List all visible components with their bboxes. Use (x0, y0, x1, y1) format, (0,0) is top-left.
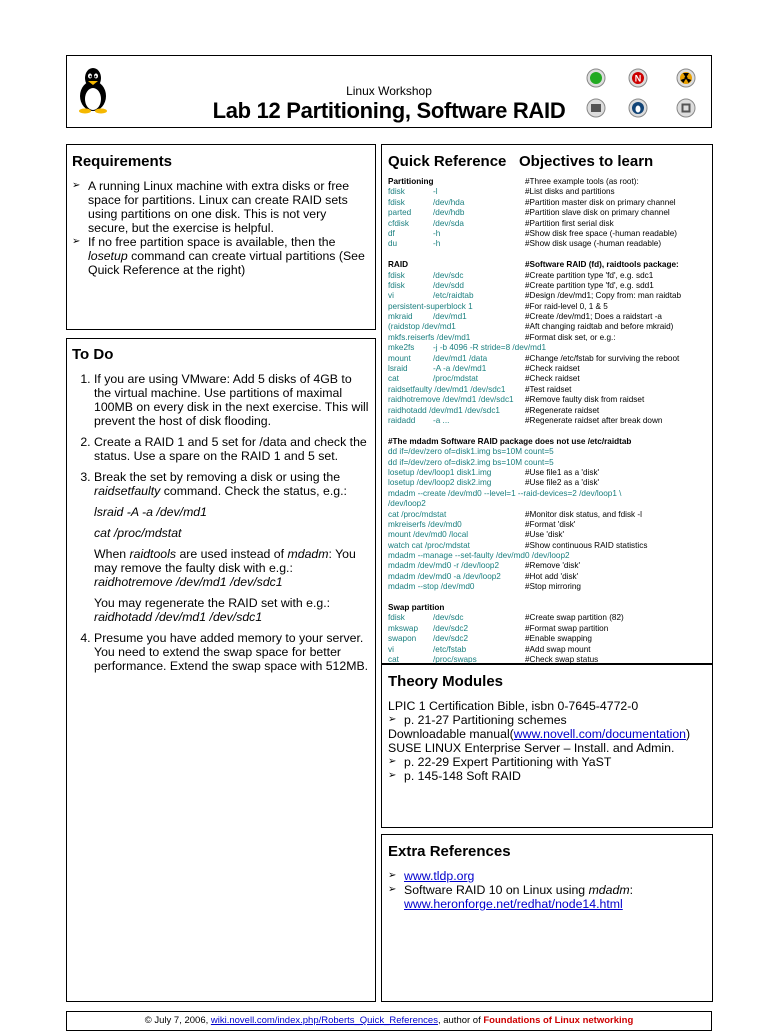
quick-ref-comment: #Use file2 as a 'disk' (525, 478, 600, 488)
quick-ref-command: mkraid (388, 312, 413, 322)
quick-ref-heading: Swap partition (388, 603, 445, 613)
quick-ref-command: mkswap (388, 623, 419, 633)
quick-ref-argument: /proc/swaps (433, 654, 477, 664)
quick-ref-argument: -j -b 4096 -R stride=8 /dev/md1 (433, 343, 547, 353)
quick-ref-command: fdisk (388, 613, 405, 623)
quick-ref-row (388, 624, 712, 634)
quick-ref-argument: /dev/sdd (433, 280, 464, 290)
quick-ref-argument: /proc/mdstat (433, 374, 479, 384)
quick-reference-section (381, 144, 713, 664)
quick-ref-note: #Three example tools (as root): (525, 177, 639, 186)
quick-ref-command: df (388, 228, 395, 238)
quick-ref-comment: #Show continuous RAID statistics (525, 540, 648, 550)
quick-ref-comment: #Check raidset (525, 364, 580, 374)
theory-bullet: ➢ p. 22-29 Expert Partitioning with YaST (388, 755, 706, 769)
requirements-title: Requirements (72, 153, 173, 170)
command-example: cat /proc/mdstat (94, 526, 182, 540)
cd-drive-icon (586, 98, 606, 118)
quick-ref-command: fdisk (388, 187, 405, 197)
quick-ref-comment: #Enable swapping (525, 634, 592, 644)
quick-ref-comment: #Use file1 as a 'disk' (525, 467, 600, 477)
quick-ref-comment: #Check raidset (525, 374, 580, 384)
quick-ref-row (388, 613, 712, 623)
quick-ref-row (388, 478, 712, 488)
book-title: Foundations of Linux networking (483, 1015, 634, 1026)
quick-ref-command: losetup /dev/loop1 disk1.img (388, 467, 492, 477)
quick-ref-comment: #Partition master disk on primary channel (525, 197, 676, 207)
quick-ref-row (388, 374, 712, 384)
quick-ref-command: fdisk (388, 197, 405, 207)
quick-ref-row (388, 208, 712, 218)
header (66, 55, 712, 128)
theory-bullet: ➢ p. 21-27 Partitioning schemes (388, 713, 706, 727)
quick-ref-heading: #The mdadm Software RAID package does not use /etc/raidtab (388, 436, 632, 446)
green-globe-icon (586, 68, 606, 88)
quick-ref-row (388, 582, 712, 592)
quick-ref-row (388, 302, 712, 312)
footer: © July 7, 2006, wiki.novell.com/index.php/Roberts_Quick_References, author of Foundations of Linux networking (66, 1011, 712, 1031)
quick-ref-comment: #Create partition type 'fd', e.g. sdc1 (525, 270, 654, 280)
quick-ref-row (388, 541, 712, 551)
quick-ref-row (388, 364, 712, 374)
quick-ref-row (388, 354, 712, 364)
quick-ref-row (388, 489, 712, 499)
radiation-icon (676, 68, 696, 88)
quick-reference-title: Quick Reference (388, 153, 507, 170)
quick-ref-command: mke2fs (388, 343, 415, 353)
requirement-item: ➢ A running Linux machine with extra disks or free space for partitions. Linux can create RAID sets using partitions on one disk. This is not very secure, but the exercise is helpful. (72, 179, 370, 235)
todo-item: 1. If you are using VMware: Add 5 disks of 4GB to the virtual machine. Use partitions of maximal 100MB on every disk in the next exercise. This will prevent the host of disk flooding. (94, 372, 370, 428)
theory-title: Theory Modules (388, 673, 504, 690)
quick-reference-content (388, 177, 712, 665)
quick-ref-command: cat /proc/mdstat (388, 509, 447, 519)
quick-ref-comment: #Regenerate raidset after break down (525, 415, 663, 425)
quick-ref-argument: -h (433, 228, 441, 238)
spacer (388, 426, 712, 436)
quick-ref-command: mount (388, 353, 411, 363)
quick-ref-command: mdadm /dev/md0 -a /dev/loop2 (388, 571, 501, 581)
quick-ref-row (388, 634, 712, 644)
quick-ref-command: fdisk (388, 280, 405, 290)
quick-ref-command: cat (388, 374, 399, 384)
extra-references-title: Extra References (388, 843, 511, 860)
quick-ref-command: mkfs.reiserfs /dev/md1 (388, 332, 471, 342)
quick-ref-comment: #Regenerate raidset (525, 405, 600, 415)
quick-ref-command: vi (388, 291, 394, 301)
quick-ref-command: (raidstop /dev/md1 (388, 322, 456, 332)
quick-ref-comment: #Remove faulty disk from raidset (525, 395, 645, 405)
quick-ref-row (388, 551, 712, 561)
regenerate-note: You may regenerate the RAID set with e.g.: raidhotadd /dev/md1 /dev/sdc1 (94, 596, 331, 624)
quick-ref-comment: #Use 'disk' (525, 530, 565, 540)
quick-ref-row (388, 395, 712, 405)
quick-ref-command: lsraid (388, 364, 408, 374)
quick-ref-heading-row (388, 603, 712, 613)
workshop-subtitle: Linux Workshop (346, 84, 432, 98)
quick-ref-comment: #Partition first serial disk (525, 218, 614, 228)
quick-ref-heading-row (388, 260, 712, 270)
quick-ref-row (388, 645, 712, 655)
quick-ref-command: persistent-superblock 1 (388, 301, 473, 311)
quick-ref-note: #Software RAID (fd), raidtools package: (525, 260, 679, 270)
quick-ref-command: raidsetfaulty /dev/md1 /dev/sdc1 (388, 384, 506, 394)
quick-ref-comment: #Format swap partition (525, 623, 609, 633)
quick-ref-comment: #Create partition type 'fd', e.g. sdd1 (525, 280, 654, 290)
penguin-icon (628, 98, 648, 118)
spacer (388, 593, 712, 603)
quick-ref-comment: #Create /dev/md1; Does a raidstart -a (525, 312, 662, 322)
quick-ref-row (388, 187, 712, 197)
quick-ref-heading: Partitioning (388, 177, 434, 186)
quick-ref-command: swapon (388, 634, 417, 644)
quick-ref-command: losetup /dev/loop2 disk2.img (388, 478, 492, 488)
quick-ref-command: cfdisk (388, 218, 409, 228)
quick-ref-command: dd if=/dev/zero of=disk2.img bs=10M count=5 (388, 457, 554, 467)
quick-ref-comment: #Format 'disk' (525, 519, 576, 529)
quick-ref-row (388, 530, 712, 540)
quick-ref-row (388, 416, 712, 426)
quick-ref-heading: RAID (388, 260, 409, 270)
theory-line: SUSE LINUX Enterprise Server – Install. and Admin. (388, 741, 675, 755)
quick-ref-row (388, 385, 712, 395)
quick-ref-row (388, 447, 712, 457)
quick-ref-command: mdadm --stop /dev/md0 (388, 582, 475, 592)
quick-ref-comment: #Remove 'disk' (525, 561, 581, 571)
todo-title: To Do (72, 346, 114, 363)
todo-item: 3. Break the set by removing a disk or using the raidsetfaulty command. Check the status, e.g.: lsraid -A -a /dev/md1 cat /proc/mdstat When raidtools are used instead of mdadm: You may remove the faulty disk with e.g.: raidhotremove /dev/md1 /dev/sdc1 You may regenerate the RAID set with e.g.: raidhotadd /dev/md1 /dev/sdc1 (94, 470, 370, 624)
quick-ref-row (388, 499, 712, 509)
quick-ref-command: /dev/loop2 (388, 499, 426, 509)
quick-ref-row (388, 229, 712, 239)
theory-line: Downloadable manual(www.novell.com/documentation) (388, 727, 691, 741)
quick-ref-row (388, 572, 712, 582)
quick-ref-comment: #Hot add 'disk' (525, 571, 579, 581)
quick-ref-command: fdisk (388, 270, 405, 280)
novell-n-icon (628, 68, 648, 88)
quick-ref-row (388, 271, 712, 281)
quick-ref-comment: #Stop mirroring (525, 582, 581, 592)
quick-ref-row (388, 291, 712, 301)
quick-ref-command: du (388, 239, 398, 249)
quick-ref-command: raidadd (388, 415, 416, 425)
quick-ref-comment: #Change /etc/fstab for surviving the reboot (525, 353, 680, 363)
quick-ref-comment: #Show disk free space (-human readable) (525, 228, 678, 238)
quick-ref-command: dd if=/dev/zero of=disk1.img bs=10M count=5 (388, 447, 554, 457)
theory-bullet: ➢ p. 145-148 Soft RAID (388, 769, 706, 783)
quick-ref-command: cat (388, 654, 399, 664)
quick-ref-command: raidhotadd /dev/md1 /dev/sdc1 (388, 405, 500, 415)
quick-ref-row (388, 312, 712, 322)
todo-section (66, 338, 376, 1002)
quick-ref-command: mdadm --create /dev/md0 --level=1 --raid-devices=2 /dev/loop1 \ (388, 488, 622, 498)
quick-ref-row (388, 281, 712, 291)
extra-references-section (381, 834, 713, 1002)
quick-ref-row (388, 322, 712, 332)
quick-ref-argument: /etc/raidtab (433, 291, 474, 301)
novell-documentation-link[interactable]: www.novell.com/documentation (513, 727, 687, 741)
quick-ref-command: mdadm --manage --set-faulty /dev/md0 /dev/loop2 (388, 551, 570, 561)
spacer (388, 250, 712, 260)
quick-ref-comment: #Check swap status (525, 654, 599, 664)
quick-ref-command: mount /dev/md0 /local (388, 530, 469, 540)
quick-ref-command: mdadm /dev/md0 -r /dev/loop2 (388, 561, 500, 571)
theory-line: LPIC 1 Certification Bible, isbn 0-7645-4772-0 (388, 699, 639, 713)
raidtools-note: When raidtools are used instead of mdadm: You may remove the faulty disk with e.g.: raidhotremove /dev/md1 /dev/sdc1 (94, 547, 356, 589)
theory-section (381, 664, 713, 828)
quick-ref-row (388, 561, 712, 571)
quick-ref-argument: -h (433, 239, 441, 249)
quick-ref-row (388, 406, 712, 416)
quick-ref-heading-row (388, 177, 712, 187)
quick-ref-comment: #Create swap partition (82) (525, 613, 624, 623)
quick-ref-argument: /dev/md1 /data (433, 353, 488, 363)
quick-ref-comment: #Test raidset (525, 384, 572, 394)
quick-ref-comment: #List disks and partitions (525, 187, 615, 197)
svg-text:N: N (634, 73, 642, 84)
quick-ref-command: parted (388, 208, 412, 218)
quick-ref-argument: -l (433, 187, 438, 197)
quick-ref-command: mkreiserfs /dev/md0 (388, 519, 462, 529)
heronforge-link[interactable]: www.heronforge.net/redhat/node14.html (404, 897, 623, 911)
quick-references-link[interactable]: wiki.novell.com/index.php/Roberts_Quick_References (210, 1015, 438, 1026)
quick-ref-argument: -A -a /dev/md1 (433, 364, 487, 374)
quick-ref-row (388, 343, 712, 353)
quick-ref-comment: #Add swap mount (525, 644, 591, 654)
command-example: lsraid -A -a /dev/md1 (94, 505, 207, 519)
quick-ref-argument: /dev/hda (433, 197, 465, 207)
quick-ref-row (388, 468, 712, 478)
quick-ref-command: watch cat /proc/mdstat (388, 540, 470, 550)
requirement-item: ➢ If no free partition space is available, then the losetup command can create virtual partitions (See Quick Reference at the right) (72, 235, 370, 277)
quick-ref-argument: /dev/sdc2 (433, 623, 469, 633)
quick-ref-argument: /etc/fstab (433, 644, 467, 654)
todo-item: 4. Presume you have added memory to your server. You need to extend the swap space for better performance. Extend the swap space with 512MB. (94, 631, 370, 673)
quick-ref-comment: #Format disk set, or e.g.: (525, 332, 616, 342)
quick-ref-argument: /dev/sda (433, 218, 464, 228)
extra-reference-item (388, 869, 706, 883)
objectives-title: Objectives to learn (519, 153, 654, 170)
quick-ref-comment: #For raid-level 0, 1 & 5 (525, 301, 608, 311)
quick-ref-command: raidhotremove /dev/md1 /dev/sdc1 (388, 395, 514, 405)
todo-item: 2. Create a RAID 1 and 5 set for /data and check the status. Use a spare on the RAID 1 and 5 set. (94, 435, 370, 463)
quick-ref-comment: #Partition slave disk on primary channel (525, 208, 670, 218)
quick-ref-comment: #Monitor disk status, and fdisk -l (525, 509, 642, 519)
requirements-section (66, 144, 376, 330)
quick-ref-row (388, 333, 712, 343)
quick-ref-argument: /dev/sdc2 (433, 634, 469, 644)
quick-ref-row (388, 239, 712, 249)
quick-ref-row (388, 219, 712, 229)
quick-ref-argument: /dev/sdc (433, 613, 464, 623)
quick-ref-argument: /dev/md1 (433, 312, 467, 322)
extra-reference-item: ➢ Software RAID 10 on Linux using mdadm: www.heronforge.net/redhat/node14.html (388, 883, 706, 911)
quick-ref-row (388, 198, 712, 208)
quick-ref-row (388, 520, 712, 530)
quick-ref-row (388, 510, 712, 520)
quick-ref-command: vi (388, 644, 394, 654)
quick-ref-comment: #Design /dev/md1; Copy from: man raidtab (525, 291, 682, 301)
disk-icon (676, 98, 696, 118)
quick-ref-argument: /dev/sdc (433, 270, 464, 280)
quick-ref-row (388, 458, 712, 468)
page-title: Lab 12 Partitioning, Software RAID (212, 98, 566, 123)
quick-ref-argument: -a ... (433, 415, 450, 425)
quick-ref-comment: #Show disk usage (-human readable) (525, 239, 662, 249)
tldp-link[interactable]: www.tldp.org (404, 869, 475, 883)
quick-ref-comment: #Aft changing raidtab and before mkraid) (525, 322, 674, 332)
quick-ref-argument: /dev/hdb (433, 208, 465, 218)
